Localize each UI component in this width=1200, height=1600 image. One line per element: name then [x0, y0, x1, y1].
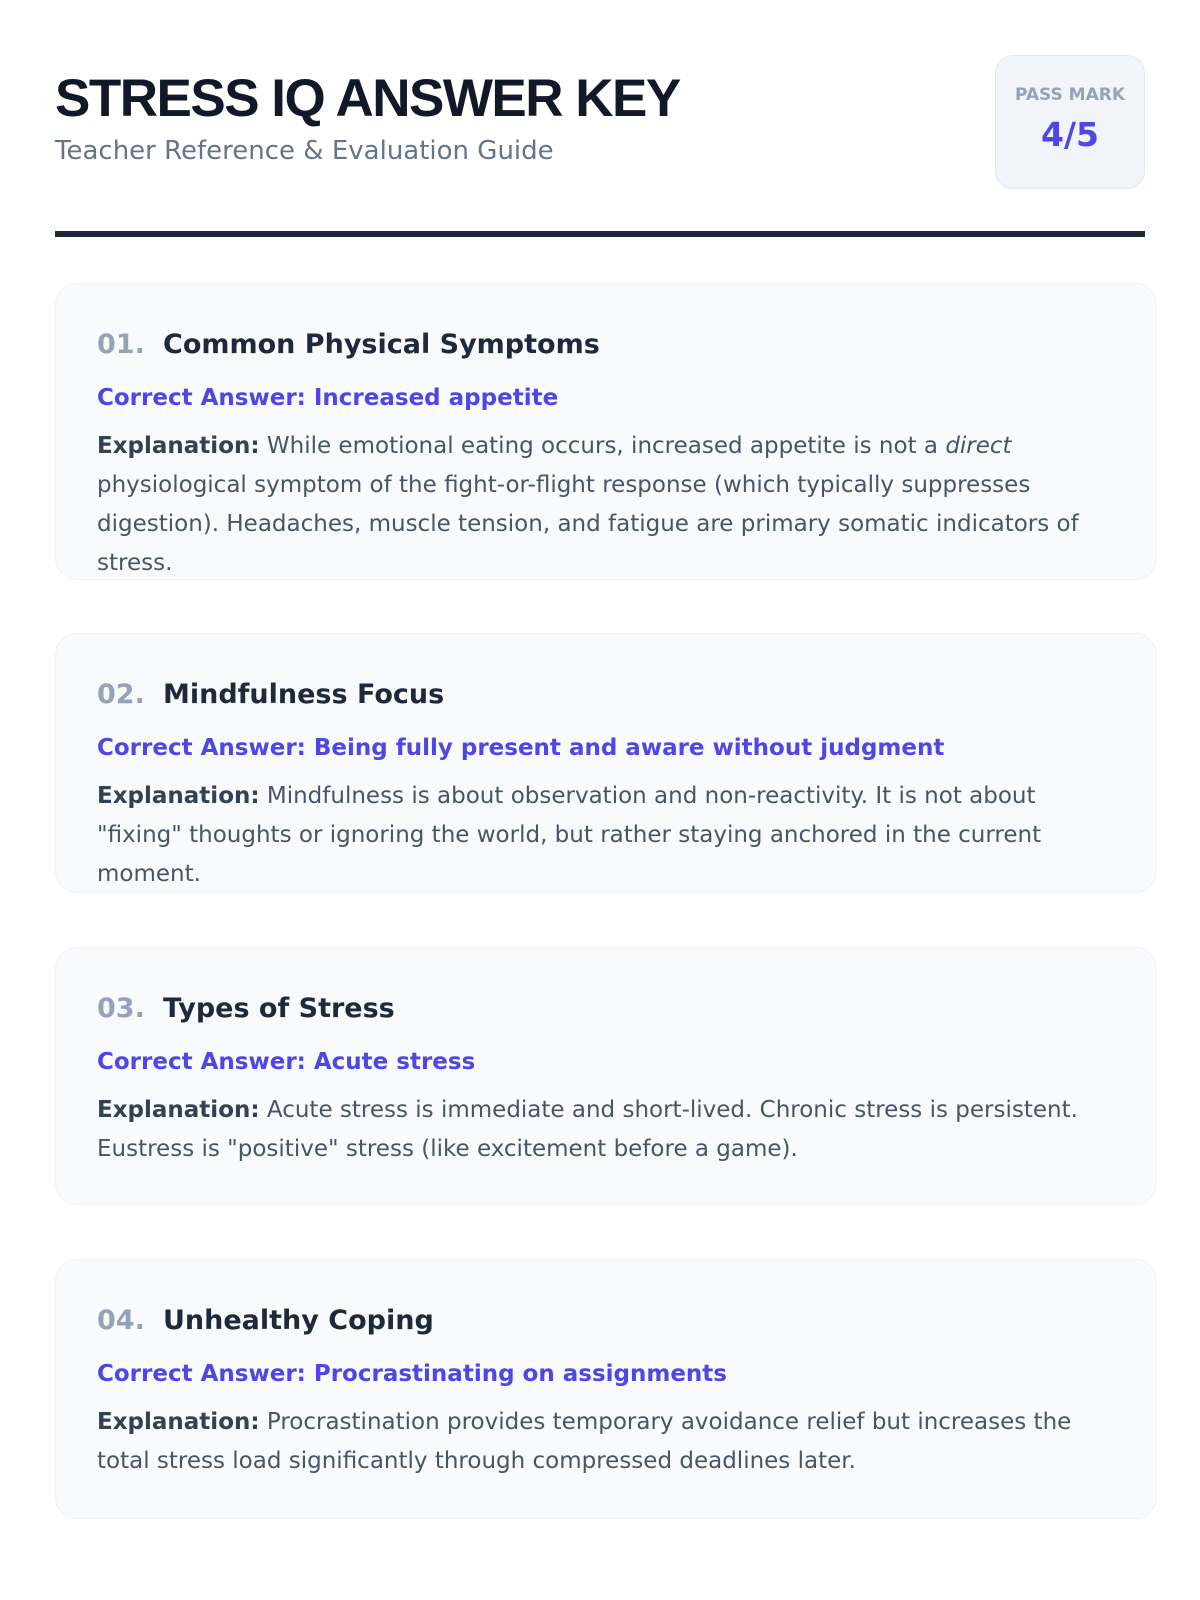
question-title: Types of Stress [163, 993, 395, 1024]
correct-answer: Correct Answer: Being fully present and aware without judgment [97, 735, 945, 761]
correct-answer: Correct Answer: Procrastinating on assignments [97, 1361, 727, 1387]
question-number: 02. [97, 679, 145, 710]
explanation-body: Mindfulness is about observation and non-reactivity. It is not about "fixing" thoughts or ignoring the world, but rather staying anchored in the current moment. [97, 783, 1042, 887]
explanation-label: Explanation: [97, 433, 260, 459]
correct-answer: Correct Answer: Increased appetite [97, 385, 559, 411]
explanation-body: Procrastination provides temporary avoidance relief but increases the total stress load significantly through compressed deadlines later. [97, 1409, 1072, 1474]
explanation-emphasis: direct [945, 433, 1012, 459]
question-number: 03. [97, 993, 145, 1024]
question-title: Mindfulness Focus [163, 679, 445, 710]
explanation-body: While emotional eating occurs, increased appetite is not a [266, 433, 946, 459]
pass-mark-value: 4/5 [1041, 115, 1099, 154]
question-title: Common Physical Symptoms [163, 329, 600, 360]
explanation-label: Explanation: [97, 783, 260, 809]
pass-mark-label: PASS MARK [1014, 85, 1126, 105]
explanation-body: Acute stress is immediate and short-lived. Chronic stress is persistent. Eustress is "positive" stress (like excitement before a game). [97, 1097, 1078, 1162]
question-number: 04. [97, 1305, 145, 1336]
explanation-body-continued: physiological symptom of the fight-or-flight response (which typically suppresses digestion). Headaches, muscle tension, and fatigue are primary somatic indicators of stress. [97, 472, 1079, 576]
correct-answer: Correct Answer: Acute stress [97, 1049, 476, 1075]
page-title: STRESS IQ ANSWER KEY [55, 69, 680, 128]
explanation-label: Explanation: [97, 1097, 260, 1123]
page-subtitle: Teacher Reference & Evaluation Guide [55, 136, 554, 166]
explanation-label: Explanation: [97, 1409, 260, 1435]
pass-mark-badge [995, 55, 1145, 189]
page-header [55, 0, 1145, 239]
header-divider [55, 231, 1145, 237]
question-number: 01. [97, 329, 145, 360]
question-title: Unhealthy Coping [163, 1305, 434, 1336]
